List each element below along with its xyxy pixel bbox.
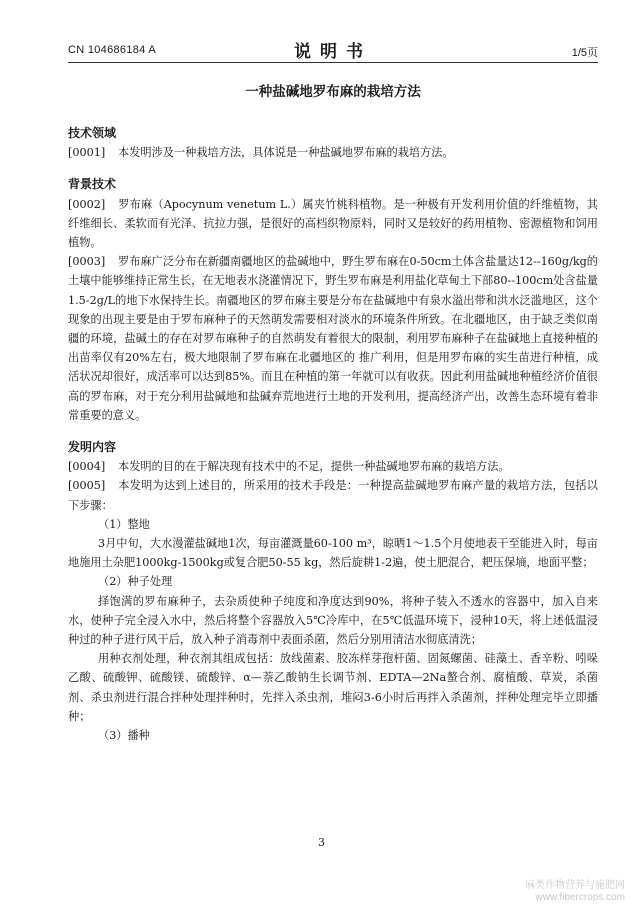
paragraph-number: [0003] [68,255,106,269]
document-body [68,124,598,745]
step-2-title: （2）种子处理 [98,575,173,589]
paragraph-number: [0002] [68,197,106,211]
paragraph-text: 本发明为达到上述目的，所采用的技术手段是：一种提高盐碱地罗布麻产量的栽培方法，包括以下步骤： [68,479,598,512]
page-indicator: 1/5页 [571,47,598,59]
invention-title: 一种盐碱地罗布麻的栽培方法 [245,84,421,100]
section-heading-background: 背景技术 [68,177,117,192]
paragraph-number: [0005] [68,479,106,493]
watermark [525,880,625,904]
step-1-text: 3月中旬，大水漫灌盐碱地1次，每亩灌溉量60-100 m³，晾晒1～1.5个月使地表干至能进入时，每亩地施用土杂肥1000kg-1500kg或复合肥50-55 kg，然后旋耕1-2遍，使土肥混合，耙压保墒，地面平整； [68,537,598,570]
paragraph-text: 本发明的目的在于解决现有技术中的不足，提供一种盐碱地罗布麻的栽培方法。 [118,460,510,474]
paragraph-0003 [68,252,598,425]
paragraph-number: [0001] [68,146,106,160]
section-heading-invention: 发明内容 [68,440,117,455]
paragraph-0001 [68,143,598,162]
page-header [68,36,598,63]
paragraph-text: 罗布麻广泛分布在新疆南疆地区的盐碱地中，野生罗布麻在0-50cm土体含盐量达12--160g/kg的土壤中能够维持正常生长，在无地表水浇灌情况下，野生罗布麻是利用盐化草甸土下部80--100cm处含盐量1.5-2g/L的地下水保持生长。南疆地区的罗布麻主要是分布在盐碱地中有泉水溢出带和洪水泛滥地区，这个现象的出现主要是由于罗布麻种子的天然萌发需要相对淡水的环境条件所致。在北疆地区，由于缺乏类似南疆的环境，盐碱土的存在对罗布麻种子的自然萌发有着很大的限制，利用罗布麻种子在盐碱地上直接种植的出苗率仅有20%左右，极大地限制了罗布麻在北疆地区的 推广利用，但是用罗布麻的实生苗进行种植，成活状况却很好，成活率可以达到85%。而且在种植的第一年就可以有收获。因此利用盐碱地种植经济价值很高的罗布麻，对于充分利用盐碱地和盐碱弃荒地进行土地的开发利用，提高经济产出，改善生态环境有着非常重要的意义。 [68,255,598,422]
paragraph-0004 [68,457,598,476]
paragraph-number: [0004] [68,460,106,474]
paragraph-0005 [68,476,598,514]
paragraph-0002 [68,195,598,253]
step-3-title: （3）播种 [98,729,150,743]
watermark-line-1: 麻类作物营养与施肥网 [525,880,625,891]
patent-number: CN 104686184 A [68,44,156,56]
paragraph-text: 本发明涉及一种栽培方法，具体说是一种盐碱地罗布麻的栽培方法。 [118,146,454,160]
step-1-title: （1）整地 [98,517,150,531]
paragraph-text: 罗布麻（Apocynum venetum L.）属夹竹桃科植物。是一种极有开发利用价值的纤维植物，其纤维细长、柔软而有光泽、抗拉力强，是很好的高档织物原料，同时又是较好的药用植物、密源植物和饲用植物。 [68,197,598,250]
page-number: 3 [318,836,325,849]
step-2-text-continued: 用种衣剂处理，种衣剂其组成包括：放线菌素、胶冻样芽孢杆菌、固氮螺菌、硅藻土、香辛粉、吲哚乙酸、硫酸钾、硫酸镁、硫酸锌、α—萘乙酸钠生长调节剂、EDTA—2Na螯合剂、腐植酸、草炭，杀菌剂、杀虫剂进行混合拌种处理拌种时，先拌入杀虫剂，堆闷3-6小时后再拌入杀菌剂，拌种处理完毕立即播种； [68,652,598,723]
document-type-title: 说明书 [294,42,372,61]
watermark-line-2: www.fibercrops.com [535,892,625,903]
section-heading-tech-field: 技术领域 [68,126,117,140]
step-2-text: 择饱满的罗布麻种子，去杂质使种子纯度和净度达到90%，将种子装入不透水的容器中，加入自来水，使种子完全浸入水中，然后将整个容器放入5℃冷库中，在5℃低温环境下，浸种10天，将上述低温浸种过的种子进行风干后，放入种子消毒剂中表面杀菌，然后分别用清洁水彻底清洗； [68,594,598,647]
